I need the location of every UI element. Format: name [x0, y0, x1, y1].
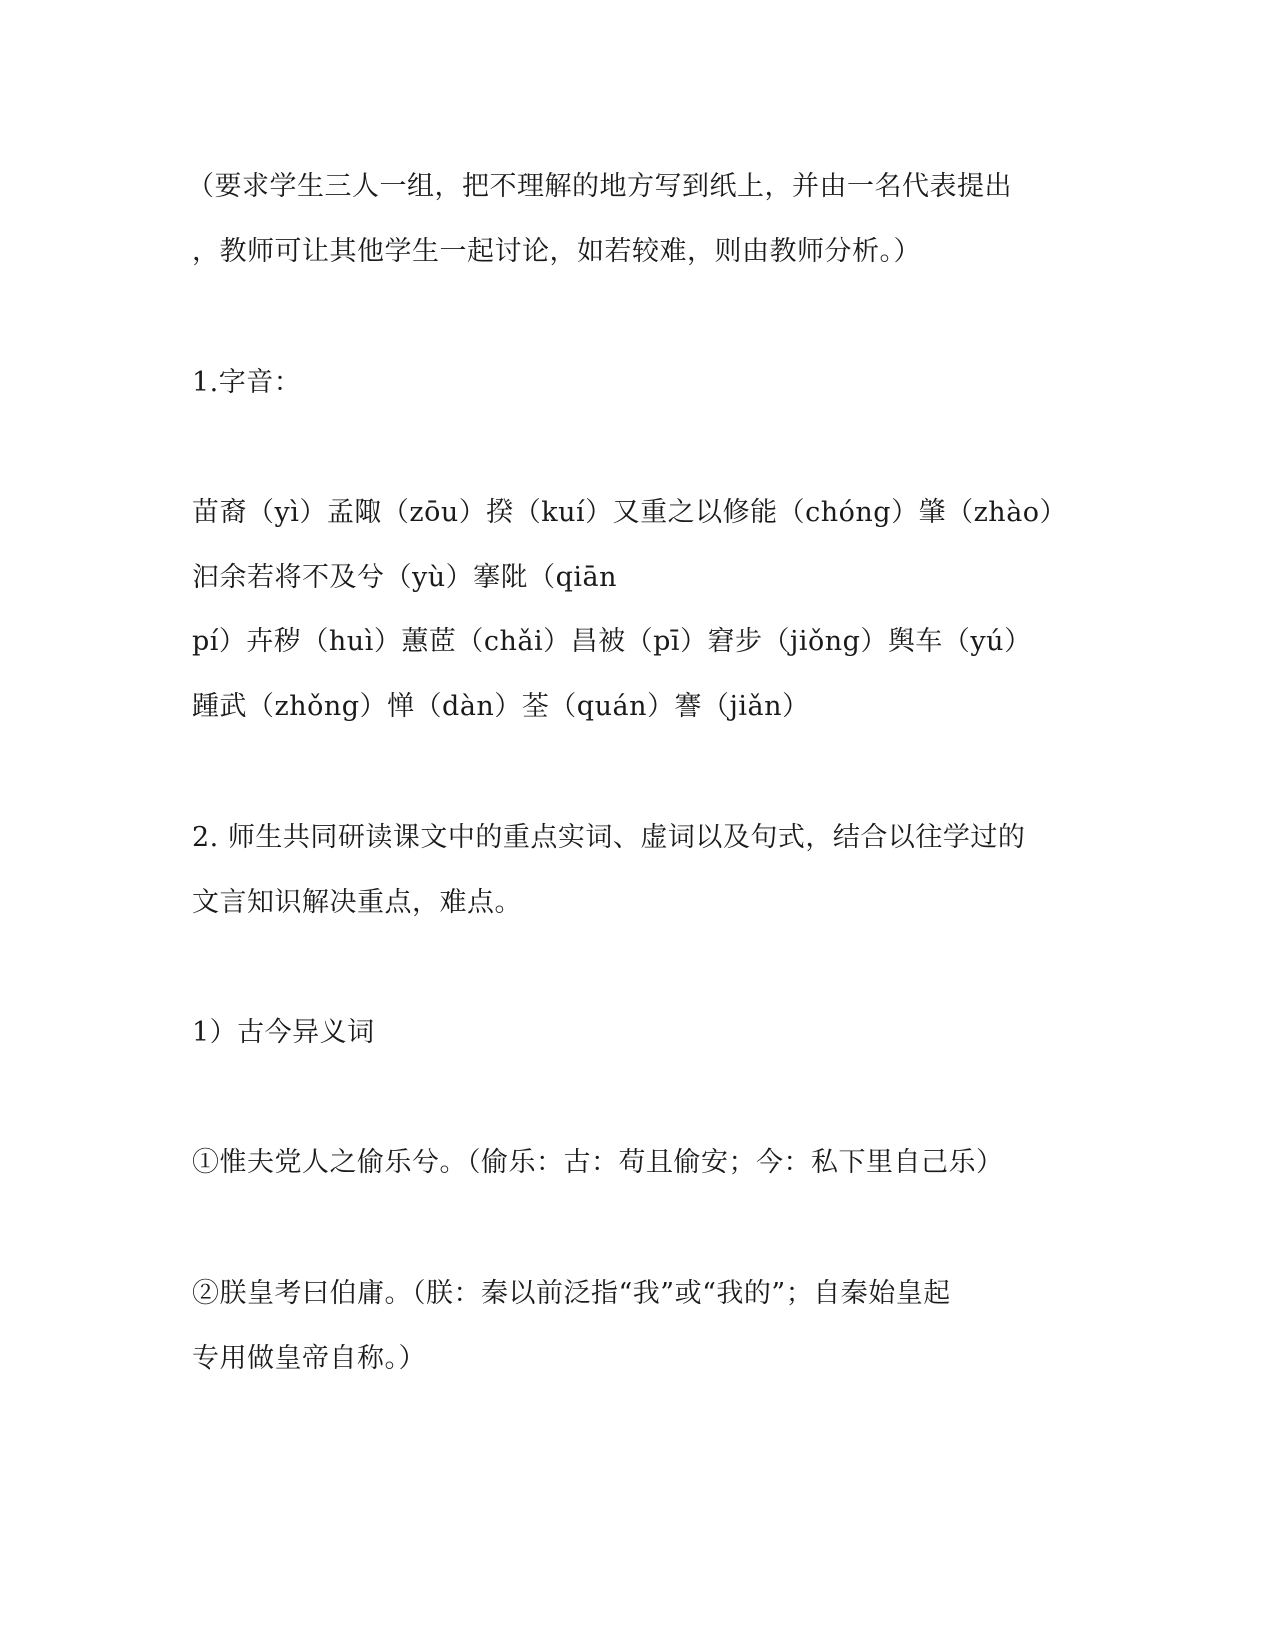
example-item-2-line-1: ②朕皇考曰伯庸。（朕：秦以前泛指“我”或“我的”；自秦始皇起: [192, 1278, 951, 1309]
example-item-2-line-2: 专用做皇帝自称。）: [192, 1343, 426, 1374]
pronunciation-line-4: 踵武（zhǒng）惮（dàn）荃（quán）謇（jiǎn）: [192, 691, 810, 722]
example-item-1: ①惟夫党人之偷乐兮。（偷乐：古：苟且偷安；今：私下里自己乐）: [192, 1147, 1004, 1178]
pronunciation-line-2: 汩余若将不及兮（yù）搴阰（qiān: [192, 562, 618, 593]
subsection-heading-ancient-modern-words: 1）古今异义词: [192, 1017, 375, 1048]
study-paragraph-line-1: 2. 师生共同研读课文中的重点实词、虚词以及句式，结合以往学过的: [192, 822, 1026, 853]
pronunciation-line-3: pí）卉秽（huì）蕙茝（chǎi）昌被（pī）窘步（jiǒng）舆车（yú）: [192, 626, 1032, 657]
section-heading-pronunciation: 1.字音：: [192, 367, 302, 398]
instruction-line-1: （要求学生三人一组，把不理解的地方写到纸上，并由一名代表提出: [187, 171, 1012, 202]
study-paragraph-line-2: 文言知识解决重点，难点。: [192, 887, 522, 918]
pronunciation-line-1: 苗裔（yì）孟陬（zōu）揆（kuí）又重之以修能（chóng）肇（zhào）: [192, 497, 1068, 528]
instruction-line-2: ，教师可让其他学生一起讨论，如若较难，则由教师分析。）: [192, 236, 921, 267]
